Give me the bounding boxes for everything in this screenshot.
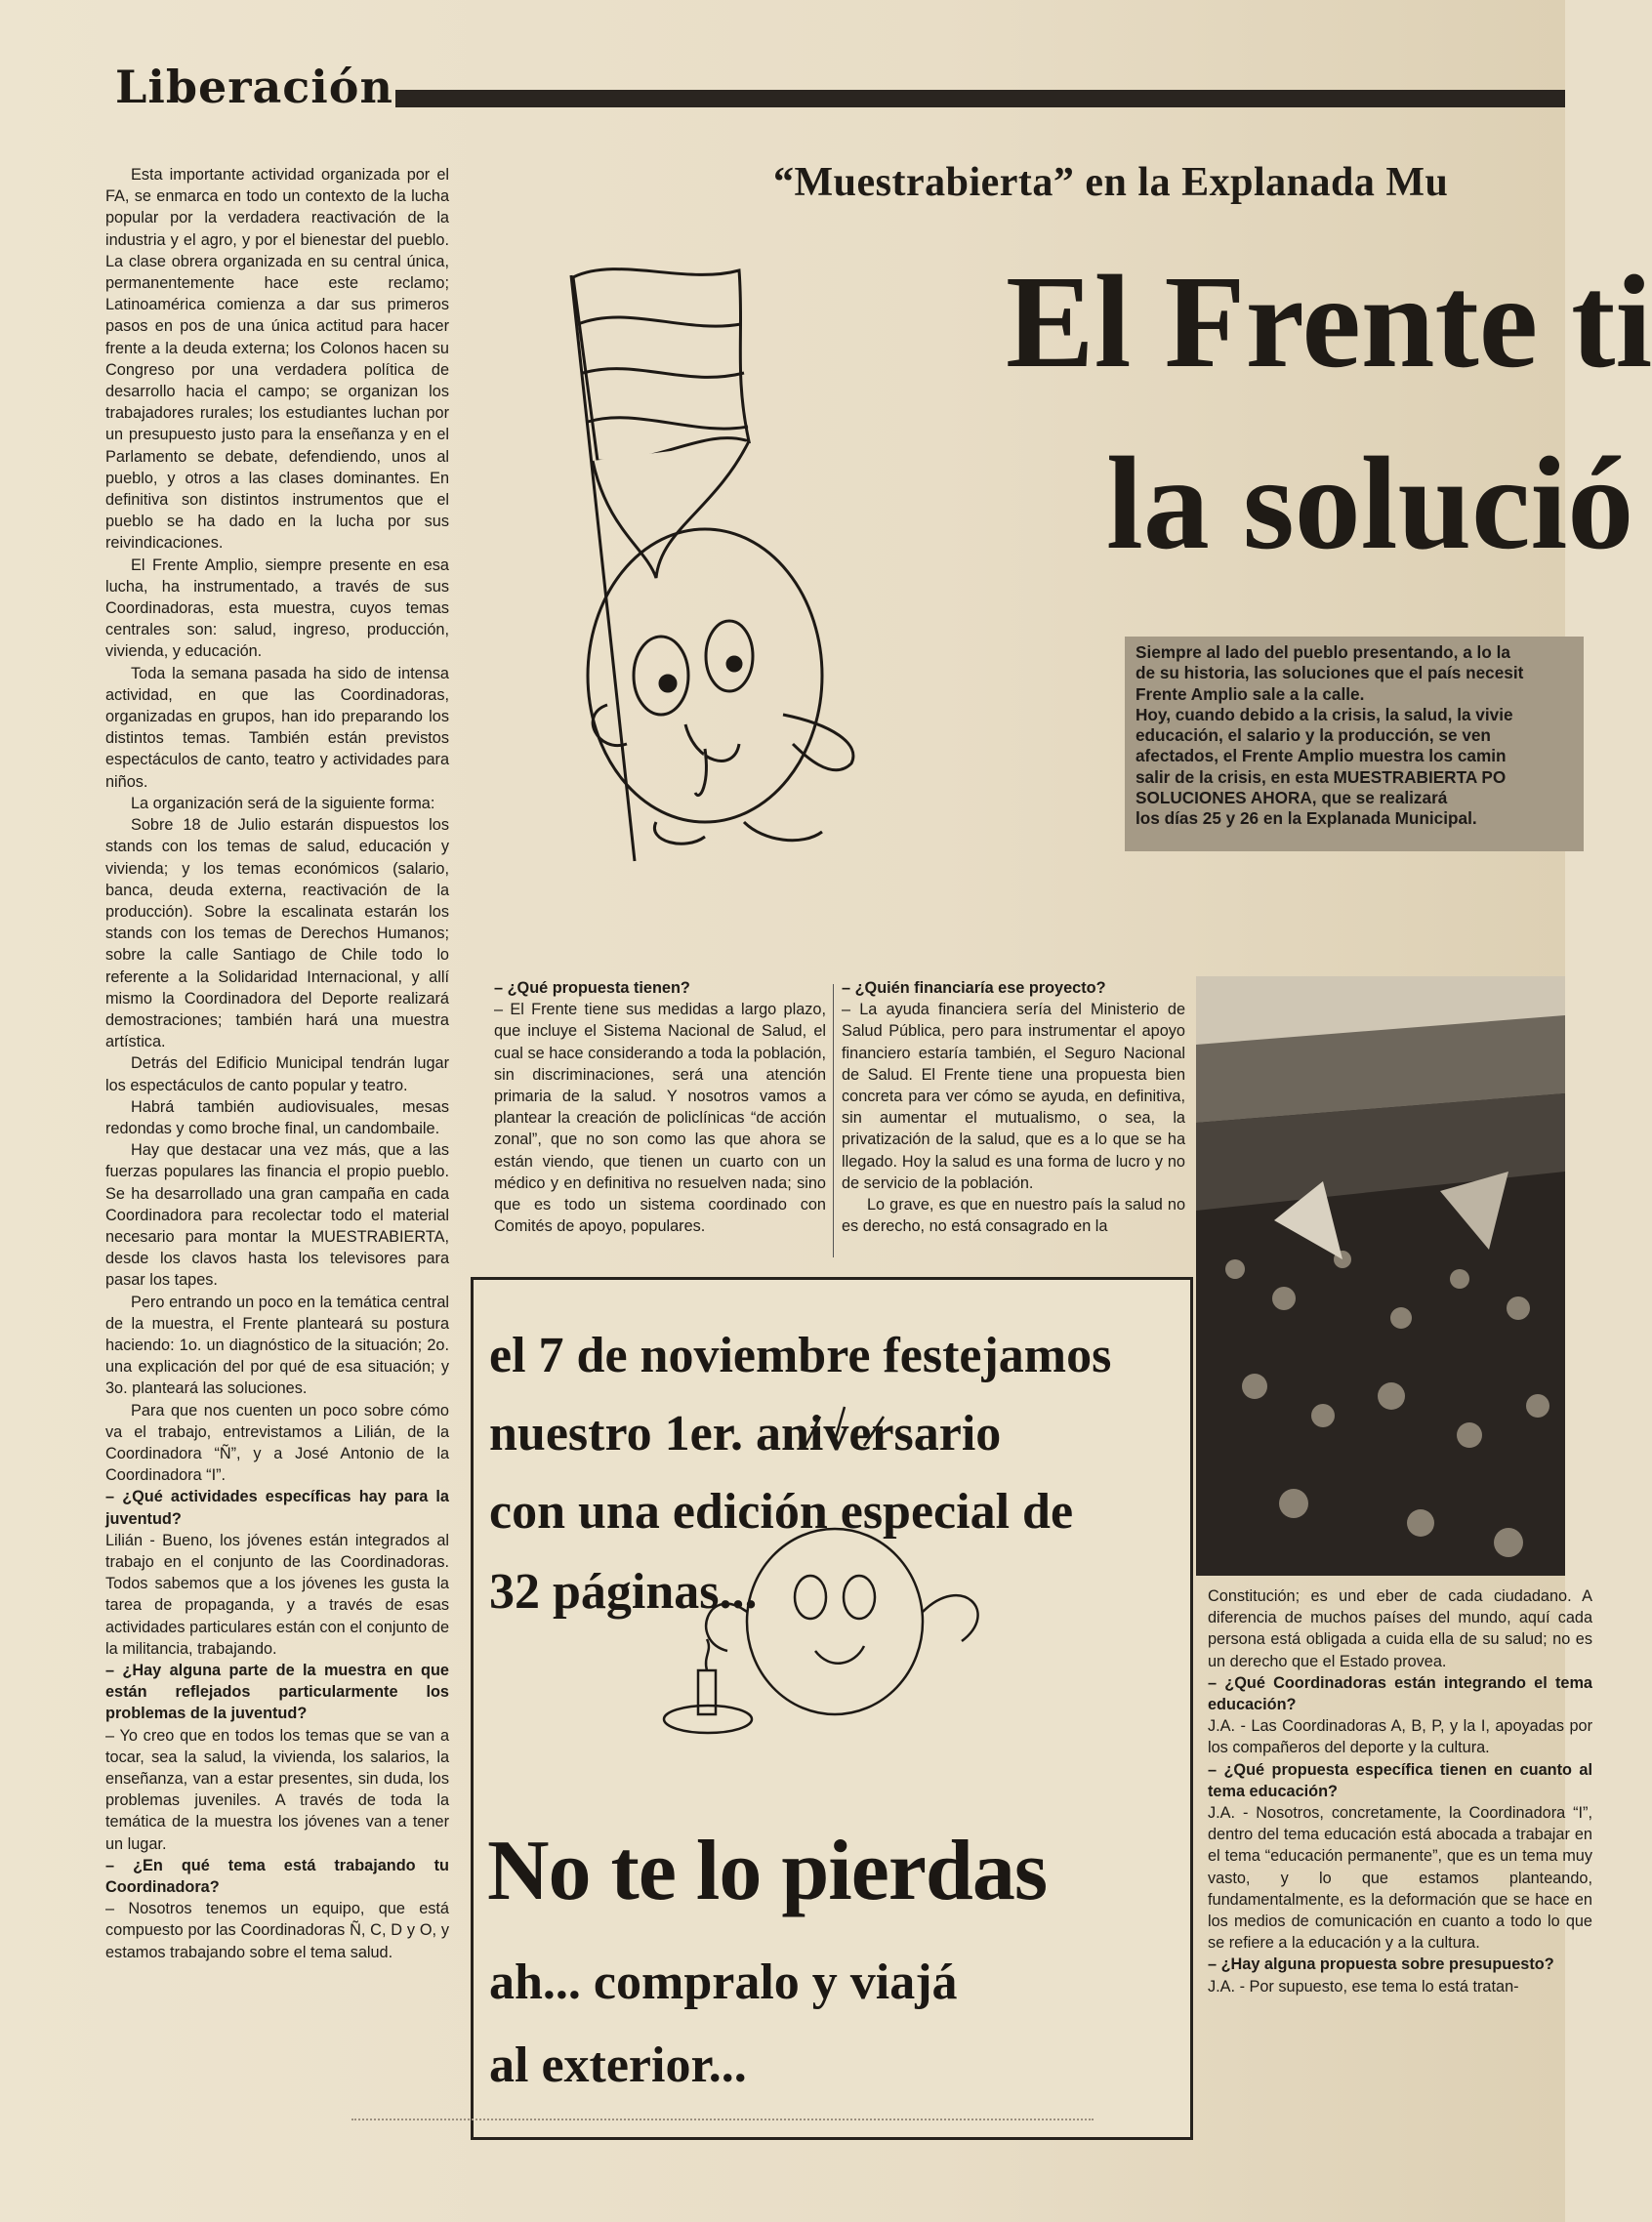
deck-line: Frente Amplio sale a la calle. (1136, 683, 1365, 704)
promo-line-5: ah... compralo y viajá (489, 1955, 958, 2010)
interview-question: – ¿En qué tema está trabajando tu Coordinadora? (105, 1856, 449, 1897)
deck-line: SOLUCIONES AHORA, que se realizará (1136, 788, 1448, 808)
deck-line: de su historia, las soluciones que el país necesit (1136, 663, 1524, 683)
paragraph: Pero entrando un poco en la temática central de la muestra, el Frente planteará su postura haciendo: 1o. un diagnóstico de la situación; 2o. una explicación del por qué de esa situación; y 3o. planteará las soluciones. (105, 1293, 449, 1398)
paragraph: – Nosotros tenemos un equipo, que está compuesto por las Coordinadoras Ñ, C, D y O, y estamos trabajando sobre el tema salud. (105, 1900, 449, 1961)
interview-question: – ¿Qué propuesta específica tienen en cuanto al tema educación? (1208, 1760, 1592, 1800)
paragraph: Constitución; es und eber de cada ciudadano. A diferencia de muchos países del mundo, aquí cada persona está obligada a cuida ella de su salud; no es un derecho que el Estado provea. (1208, 1587, 1592, 1670)
headline-line-1: El Frente ti (1006, 249, 1652, 395)
rally-crowd-photo (1196, 976, 1565, 1576)
deck-line: los días 25 y 26 en la Explanada Municipal. (1136, 808, 1477, 829)
article-column-2 (494, 977, 826, 1237)
paragraph: – El Frente tiene sus medidas a largo plazo, que incluye el Sistema Nacional de Salud, el cual se hace considerando a toda la población, sin discriminaciones, será una atención primaria de la salud. Y nosotros vamos a plantear la creación de policlínicas “de acción zonal”, que no son como las que ahora se están viendo, que tienen un cuarto con un médico y en definitiva no resuelven nada; sino que es todo un sistema coordinado con Comités de apoyo, populares. (494, 1001, 826, 1236)
promo-headline: No te lo pierdas (487, 1824, 1048, 1918)
paragraph: – La ayuda financiera sería del Ministerio de Salud Pública, pero para instrumentar el apoyo financiero estaría también, el Seguro Nacional de Salud. El Frente tiene una propuesta bien concreta para ver cómo se ayuda, en definitiva, sin aumentar el mutualismo, o sea, la privatización de la salud, que es a lo que se ha llegado. Hoy la salud es una forma de lucro y no de servicio de la población. (842, 1001, 1185, 1192)
paragraph: – Yo creo que en todos los temas que se van a tocar, sea la salud, la vivienda, los salarios, la enseñanza, van a estar presentes, sin duda, los problemas juveniles. A través de toda la temática de la muestra los jóvenes van a tener un lugar. (105, 1726, 449, 1853)
masthead-title: Liberación (115, 61, 393, 113)
deck-line: Siempre al lado del pueblo presentando, a lo la (1136, 642, 1510, 662)
paragraph: J.A. - Nosotros, concretamente, la Coordinadora “I”, dentro del tema educación está abocada a trabajar en el tema “educación permanente”, que es un tema muy vasto, y lo que estamos planteando, fundamentalmente, es la deformación que se hace en los medios de comunicación en cuanto a todo lo que se refiere a la educación y a la cultura. (1208, 1804, 1592, 1953)
interview-question: – ¿Qué propuesta tienen? (494, 979, 690, 997)
paragraph: Habrá también audiovisuales, mesas redondas y como broche final, un candombaile. (105, 1097, 449, 1137)
deck-line: afectados, el Frente Amplio muestra los camin (1136, 746, 1507, 766)
paragraph: Lo grave, es que en nuestro país la salud no es derecho, no está consagrado en la (842, 1196, 1185, 1236)
deck-text (1136, 642, 1585, 830)
paragraph: J.A. - Por supuesto, ese tema lo está tratan- (1208, 1977, 1519, 1996)
flag-cartoon-illustration (539, 256, 910, 881)
interview-question: – ¿Hay alguna propuesta sobre presupuesto? (1208, 1955, 1554, 1974)
deck-line: Hoy, cuando debido a la crisis, la salud, la vivie (1136, 704, 1513, 724)
promo-line-3: con una edición especial de (489, 1484, 1074, 1540)
paragraph: El Frente Amplio, siempre presente en esa lucha, ha instrumentado, a través de sus Coordinadoras, esta muestra, cuyos temas centrales son: salud, ingreso, producción, vivienda, y educación. (105, 556, 449, 661)
anniversary-promo-box (471, 1277, 1193, 2140)
masthead-rule (395, 90, 1565, 107)
article-column-3 (842, 977, 1185, 1237)
interview-question: – ¿Qué Coordinadoras están integrando el tema educación? (1208, 1673, 1592, 1714)
promo-line-6: al exterior... (489, 2037, 747, 2093)
paragraph: Esta importante actividad organizada por el FA, se enmarca en todo un contexto de la lucha popular por la verdadera reactivación de la industria y el agro, y por el bienestar del pueblo. La clase obrera organizada en su central única, permanentemente hace este reclamo; Latinoamérica comienza a dar sus primeros pasos en pos de una única actitud para hacer frente a la deuda externa; los Colonos hacen su Congreso por una verdadera política de desarrollo hacia el campo; se organizan los trabajadores rurales; los estudiantes luchan por un presupuesto justo para la enseñanza y en el Parlamento se debate, defendiendo, unos al pueblo, y otros a las clases dominantes. En definitiva son distintos instrumentos que el pueblo se ha dado en la lucha por sus reivindicaciones. (105, 166, 449, 553)
article-column-4 (1208, 1585, 1592, 1997)
kicker-headline: “Muestrabierta” en la Explanada Mu (773, 160, 1449, 205)
paragraph: J.A. - Las Coordinadoras A, B, P, y la I, apoyadas por los compañeros del deporte y la cultura. (1208, 1717, 1592, 1757)
promo-line-1: el 7 de noviembre festejamos (489, 1328, 1112, 1383)
interview-question: – ¿Quién financiaría ese proyecto? (842, 979, 1106, 997)
paragraph: Lilián - Bueno, los jóvenes están integrados al trabajo en el conjunto de las Coordinadoras. Todos sabemos que a los jóvenes les gusta la tarea de propaganda, y a través de esas actividades particulares están con el conjunto de la militancia, trabajando. (105, 1531, 449, 1658)
promo-line-2: nuestro 1er. aniversario (489, 1406, 1002, 1461)
crowd-image (1196, 976, 1565, 1576)
deck-line: salir de la crisis, en esta MUESTRABIERTA PO (1136, 766, 1507, 787)
birthday-cartoon-illustration (649, 1387, 1059, 1749)
paragraph: Toda la semana pasada ha sido de intensa actividad, en que las Coordinadoras, organizadas en grupos, han ido preparando los distintos temas. También están previstos espectáculos de canto, teatro y actividades para niños. (105, 664, 449, 791)
article-column-1 (105, 164, 449, 1963)
paragraph: Detrás del Edificio Municipal tendrán lugar los espectáculos de canto popular y teatro. (105, 1054, 449, 1094)
paragraph: La organización será de la siguiente forma: (131, 794, 435, 812)
deck-line: educación, el salario y la producción, se ven (1136, 725, 1491, 746)
paragraph: Para que nos cuenten un poco sobre cómo va el trabajo, entrevistamos a Lilián, de la Coordinadora “Ñ”, y a José Antonio de la Coordinadora “I”. (105, 1401, 449, 1485)
bottom-dotted-rule (351, 2119, 1094, 2120)
column-divider (833, 984, 834, 1257)
paragraph: Sobre 18 de Julio estarán dispuestos los stands con los temas de salud, educación y vivienda; y los temas económicos (salario, banca, deuda externa, reactivación de la producción). Sobre la escalinata estarán los stands con los temas de Derechos Humanos; sobre la calle Santiago de Chile todo lo referente a la Solidaridad Internacional, y allí mismo la Coordinadora del Deporte realizará demostraciones; también hará una muestra artística. (105, 816, 449, 1051)
headline-line-2: la solució (1106, 431, 1634, 577)
paragraph: Hay que destacar una vez más, que a las fuerzas populares las financia el propio pueblo. Se ha desarrollado una gran campaña en cada Coordinadora para recolectar todo el material necesario para montar la MUESTRABIERTA, desde los clavos hasta los televisores para pasar los tapes. (105, 1141, 449, 1290)
interview-question: – ¿Hay alguna parte de la muestra en que están reflejados particularmente los problemas de la juventud? (105, 1662, 449, 1723)
interview-question: – ¿Qué actividades específicas hay para la juventud? (105, 1488, 449, 1528)
promo-line-4: 32 páginas... (489, 1564, 758, 1620)
